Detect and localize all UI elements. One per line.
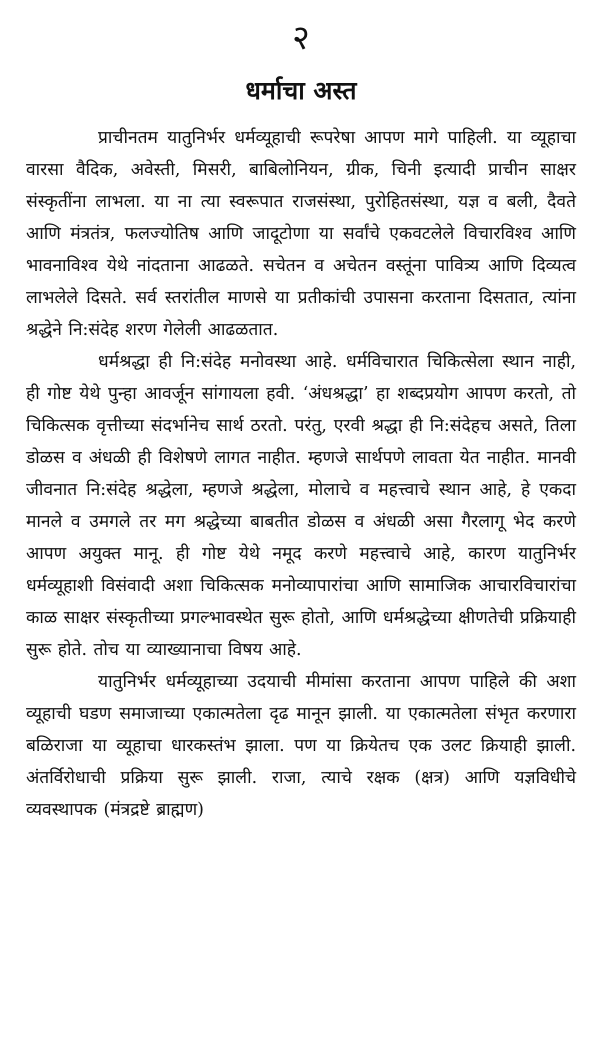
paragraph-3: यातुनिर्भर धर्मव्यूहाच्या उदयाची मीमांसा करताना आपण पाहिले की अशा व्यूहाची घडण समाजाच्या एकात्मतेला दृढ मानून झाली. या एकात्मतेला संभृत करणारा बळिराजा या व्यूहाचा धारकस्तंभ झाला. पण या क्रियेतच एक उलट क्रियाही झाली. अंतर्विरोधाची प्रक्रिया सुरू झाली. राजा, त्याचे रक्षक (क्षत्र) आणि यज्ञविधीचे व्यवस्थापक (मंत्रद्रष्टे ब्राह्मण) [26,672,576,820]
paragraph-1: प्राचीनतम यातुनिर्भर धर्मव्यूहाची रूपरेषा आपण मागे पाहिली. या व्यूहाचा वारसा वैदिक, अवेस्ती, मिसरी, बाबिलोनियन, ग्रीक, चिनी इत्यादी प्राचीन साक्षर संस्कृतींना लाभला. या ना त्या स्वरूपात राजसंस्था, पुरोहितसंस्था, यज्ञ व बली, दैवते आणि मंत्रतंत्र, फलज्योतिष आणि जादूटोणा या सर्वांचे एकवटलेले विचारविश्व आणि भावनाविश्व येथे नांदताना आढळते. सचेतन व अचेतन वस्तूंना पावित्र्य आणि दिव्यत्व लाभलेले दिसते. सर्व स्तरांतील माणसे या प्रतीकांची उपासना करताना दिसतात, त्यांना श्रद्धेने नि:संदेह शरण गेलेली आढळतात. [26,128,576,340]
chapter-number: २ [292,18,310,58]
paragraph-2: धर्मश्रद्धा ही नि:संदेह मनोवस्था आहे. धर्मविचारात चिकित्सेला स्थान नाही, ही गोष्ट येथे पुन्हा आवर्जून सांगायला हवी. ‘अंधश्रद्धा’ हा शब्दप्रयोग आपण करतो, तो चिकित्सक वृत्तीच्या संदर्भानेच सार्थ ठरतो. परंतु, एरवी श्रद्धा ही नि:संदेहच असते, तिला डोळस व अंधळी ही विशेषणे लागत नाहीत. म्हणजे सार्थपणे लावता येत नाहीत. मानवी जीवनात नि:संदेह श्रद्धेला, म्हणजे श्रद्धेला, मोलाचे व महत्त्वाचे स्थान आहे, हे एकदा मानले व उमगले तर मग श्रद्धेच्या बाबतीत डोळस व अंधळी असा गैरलागू भेद करणे आपण अयुक्त मानू. ही गोष्ट येथे नमूद करणे महत्त्वाचे आहे, कारण यातुनिर्भर धर्मव्यूहाशी विसंवादी अशा चिकित्सक मनोव्यापारांचा आणि सामाजिक आचारविचारांचा काळ साक्षर संस्कृतीच्या प्रगल्भावस्थेत सुरू होतो, आणि धर्मश्रद्धेच्या क्षीणतेची प्रक्रियाही सुरू होते. तोच या व्याख्यानाचा विषय आहे. [26,352,576,660]
chapter-title: धर्माचा अस्त [245,76,357,105]
